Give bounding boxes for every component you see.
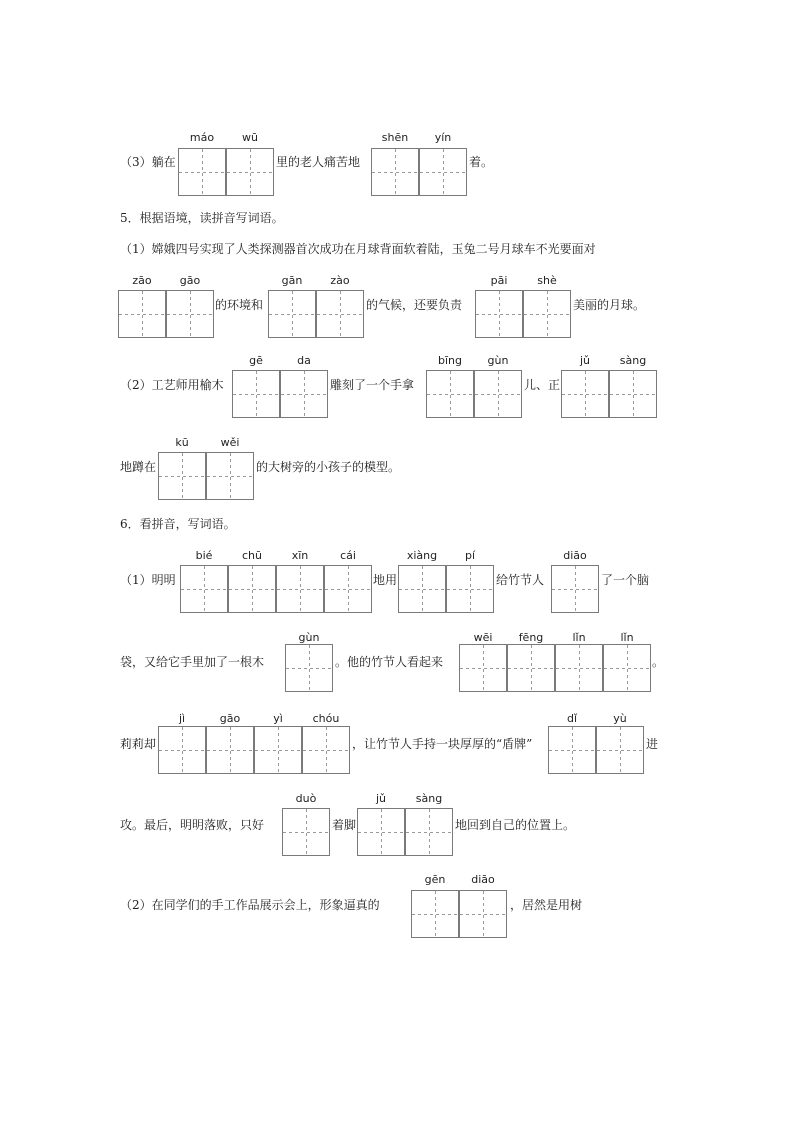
char-box[interactable] <box>596 726 644 774</box>
q6-p1-text5: 。他的竹节人看起来 <box>335 655 444 669</box>
q6-p1-text3: 了一个脑 <box>601 573 650 587</box>
char-box[interactable] <box>324 565 372 613</box>
q5-p2-text0: （2）工艺师用榆木 <box>120 378 224 392</box>
pinyin: sàng <box>619 354 647 367</box>
q3-text-end: 着。 <box>469 155 494 169</box>
pinyin: lǐn <box>620 631 634 644</box>
q5-p2-text2: 儿、正 <box>524 378 561 392</box>
char-box[interactable] <box>405 808 453 856</box>
q6-heading: 6．看拼音，写词语。 <box>120 517 236 531</box>
pinyin: gùn <box>298 631 320 644</box>
q5-p1-text1: 的环境和 <box>215 298 264 312</box>
char-box[interactable] <box>166 290 214 338</box>
char-box[interactable] <box>254 726 302 774</box>
pinyin: jì <box>178 712 186 725</box>
q6-p1-text2: 给竹节人 <box>496 573 545 587</box>
pinyin: diāo <box>563 549 587 562</box>
q5-heading: 5．根据语境，读拼音写词语。 <box>120 211 284 225</box>
q3-label: （3）躺在 <box>120 155 176 169</box>
pinyin: fēng <box>518 631 544 644</box>
char-box[interactable] <box>555 644 603 692</box>
char-box[interactable] <box>158 726 206 774</box>
char-box[interactable] <box>206 452 254 500</box>
char-box[interactable] <box>285 644 333 692</box>
pinyin: diāo <box>471 873 495 886</box>
char-box[interactable] <box>228 565 276 613</box>
char-box[interactable] <box>459 890 507 938</box>
char-box[interactable] <box>276 565 324 613</box>
char-box[interactable] <box>523 290 571 338</box>
char-box[interactable] <box>178 148 226 196</box>
q6-p1-text8: ，让竹节人手持一块厚厚的“盾牌” <box>352 737 533 751</box>
char-box[interactable] <box>206 726 254 774</box>
q5-p2-text3: 地蹲在 <box>120 460 157 474</box>
pinyin: gāo <box>219 712 241 725</box>
q6-p1-text11: 着脚 <box>332 818 357 832</box>
char-box[interactable] <box>280 370 328 418</box>
q6-p1-text0: （1）明明 <box>120 573 176 587</box>
char-box[interactable] <box>507 644 555 692</box>
char-box[interactable] <box>316 290 364 338</box>
q5-p1-text3: 美丽的月球。 <box>573 298 646 312</box>
char-box[interactable] <box>561 370 609 418</box>
pinyin: jǔ <box>579 354 591 367</box>
char-box[interactable] <box>446 565 494 613</box>
char-box[interactable] <box>232 370 280 418</box>
q5-p2-text1: 雕刻了一个手拿 <box>330 378 415 392</box>
pinyin: kū <box>175 436 189 449</box>
char-box[interactable] <box>474 370 522 418</box>
char-box[interactable] <box>398 565 446 613</box>
pinyin: shēn <box>381 131 409 144</box>
q6-p2-text0: （2）在同学们的手工作品展示会上，形象逼真的 <box>120 898 380 912</box>
pinyin: zào <box>330 274 350 287</box>
q3-text-mid: 里的老人痛苦地 <box>276 155 361 169</box>
char-box[interactable] <box>548 726 596 774</box>
pinyin: wěi <box>220 436 240 449</box>
pinyin: dǐ <box>566 712 578 725</box>
char-box[interactable] <box>226 148 274 196</box>
q6-p1-text9: 进 <box>646 737 659 751</box>
q6-p1-text7: 莉莉却 <box>120 737 157 751</box>
pinyin: sàng <box>415 792 443 805</box>
pinyin: gēn <box>424 873 446 886</box>
q6-p1-text12: 地回到自己的位置上。 <box>455 818 576 832</box>
pinyin: chóu <box>312 712 340 725</box>
q6-p1-text4: 袋，又给它手里加了一根木 <box>120 655 265 669</box>
pinyin: bié <box>195 549 213 562</box>
pinyin: chū <box>242 549 262 562</box>
pinyin: yù <box>613 712 627 725</box>
char-box[interactable] <box>282 808 330 856</box>
pinyin: pāi <box>490 274 508 287</box>
pinyin: xīn <box>291 549 309 562</box>
pinyin: xiàng <box>406 549 438 562</box>
char-box[interactable] <box>357 808 405 856</box>
char-box[interactable] <box>419 148 467 196</box>
pinyin: gē <box>249 354 263 367</box>
pinyin: pí <box>464 549 476 562</box>
char-box[interactable] <box>158 452 206 500</box>
char-box[interactable] <box>609 370 657 418</box>
char-box[interactable] <box>551 565 599 613</box>
char-box[interactable] <box>268 290 316 338</box>
pinyin: jǔ <box>375 792 387 805</box>
pinyin: duò <box>295 792 317 805</box>
pinyin: zāo <box>132 274 152 287</box>
char-box[interactable] <box>302 726 350 774</box>
char-box[interactable] <box>411 890 459 938</box>
q6-p1-text6: 。 <box>652 655 665 669</box>
char-box[interactable] <box>371 148 419 196</box>
pinyin: lǐn <box>572 631 586 644</box>
q6-p1-text1: 地用 <box>373 573 398 587</box>
q6-p2-text1: ，居然是用树 <box>510 898 583 912</box>
q5-p1-line1: （1）嫦娥四号实现了人类探测器首次成功在月球背面软着陆，玉兔二号月球车不光要面对 <box>120 242 596 256</box>
char-box[interactable] <box>603 644 651 692</box>
pinyin: gùn <box>487 354 509 367</box>
pinyin: gān <box>281 274 303 287</box>
pinyin: cái <box>340 549 356 562</box>
char-box[interactable] <box>118 290 166 338</box>
char-box[interactable] <box>475 290 523 338</box>
q5-p2-text4: 的大树旁的小孩子的模型。 <box>256 460 401 474</box>
pinyin: bīng <box>438 354 462 367</box>
char-box[interactable] <box>180 565 228 613</box>
pinyin: yì <box>273 712 283 725</box>
q6-p1-text10: 攻。最后，明明落败，只好 <box>120 818 265 832</box>
pinyin: wū <box>242 131 258 144</box>
pinyin: yín <box>434 131 452 144</box>
char-box[interactable] <box>459 644 507 692</box>
pinyin: máo <box>189 131 215 144</box>
pinyin: da <box>297 354 311 367</box>
pinyin: shè <box>537 274 557 287</box>
q5-p1-text2: 的气候，还要负责 <box>366 298 463 312</box>
pinyin: gāo <box>179 274 201 287</box>
char-box[interactable] <box>426 370 474 418</box>
pinyin: wēi <box>473 631 493 644</box>
